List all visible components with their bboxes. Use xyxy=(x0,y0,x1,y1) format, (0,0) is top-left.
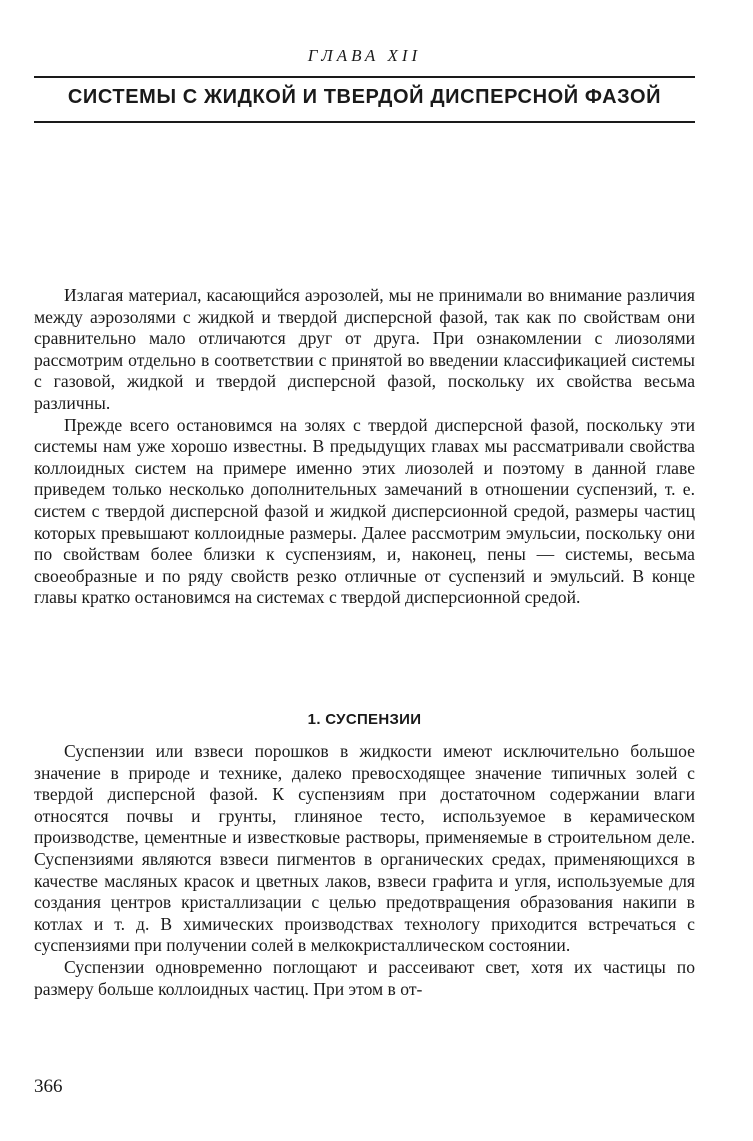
section-heading: 1. СУСПЕНЗИИ xyxy=(307,711,422,728)
intro-text xyxy=(34,285,695,609)
intro-paragraph-1: Излагая материал, касающийся аэрозолей, мы не принимали во внимание различия между аэрозолями с жидкой и твердой дисперсной фазой, так как по свойствам они сравнительно мало отличаются друг от друга. При ознакомлении с лиозолями рассмотрим отдельно в соответствии с принятой во введении классификацией системы с газовой, жидкой и твердой дисперсной фазой, поскольку их свойства весьма различны. xyxy=(34,285,695,413)
chapter-label: ГЛАВА XII xyxy=(307,46,422,65)
page-number: 366 xyxy=(34,1076,63,1097)
section-paragraph-1: Суспензии или взвеси порошков в жидкости имеют исключительно большое значение в природе и технике, далеко превосходящее значение типичных золей с твердой дисперсной фазой. К суспензиям при достаточном содержании влаги относятся почвы и грунты, глиняное тесто, используемое в керамическом производстве, цементные и известковые растворы, применяемые в строительном деле. Суспензиями являются взвеси пигментов в органических средах, применяющихся в качестве масляных красок и цветных лаков, взвеси графита и угля, используемые для создания центров кристаллизации с целью предотвращения образования накипи в котлах и т. д. В химических производствах технологу приходится встречаться с суспензиями при получении солей в мелкокристаллическом состоянии. xyxy=(34,741,695,956)
header-rule-top xyxy=(34,76,695,78)
section-text xyxy=(34,741,695,1000)
section-paragraph-2: Суспензии одновременно поглощают и рассеивают свет, хотя их частицы по размеру больше коллоидных частиц. При этом в от- xyxy=(34,956,695,999)
intro-paragraph-2: Прежде всего остановимся на золях с твердой дисперсной фазой, поскольку эти системы нам уже хорошо известны. В предыдущих главах мы рассматривали свойства коллоидных систем на примере именно этих лиозолей и поэтому в данной главе приведем только несколько дополнительных замечаний в отношении суспензий, т. е. систем с твердой дисперсной фазой и жидкой дисперсионной средой, размеры частиц которых превышают коллоидные размеры. Далее рассмотрим эмульсии, поскольку они по свойствам более близки к суспензиям, и, наконец, пены — системы, весьма своеобразные и по ряду свойств резко отличные от суспензий и эмульсий. В конце главы кратко остановимся на системах с твердой дисперсионной средой. xyxy=(34,414,695,608)
header-rule-bottom xyxy=(34,121,695,123)
chapter-title: СИСТЕМЫ С ЖИДКОЙ И ТВЕРДОЙ ДИСПЕРСНОЙ ФАЗОЙ xyxy=(67,86,662,108)
